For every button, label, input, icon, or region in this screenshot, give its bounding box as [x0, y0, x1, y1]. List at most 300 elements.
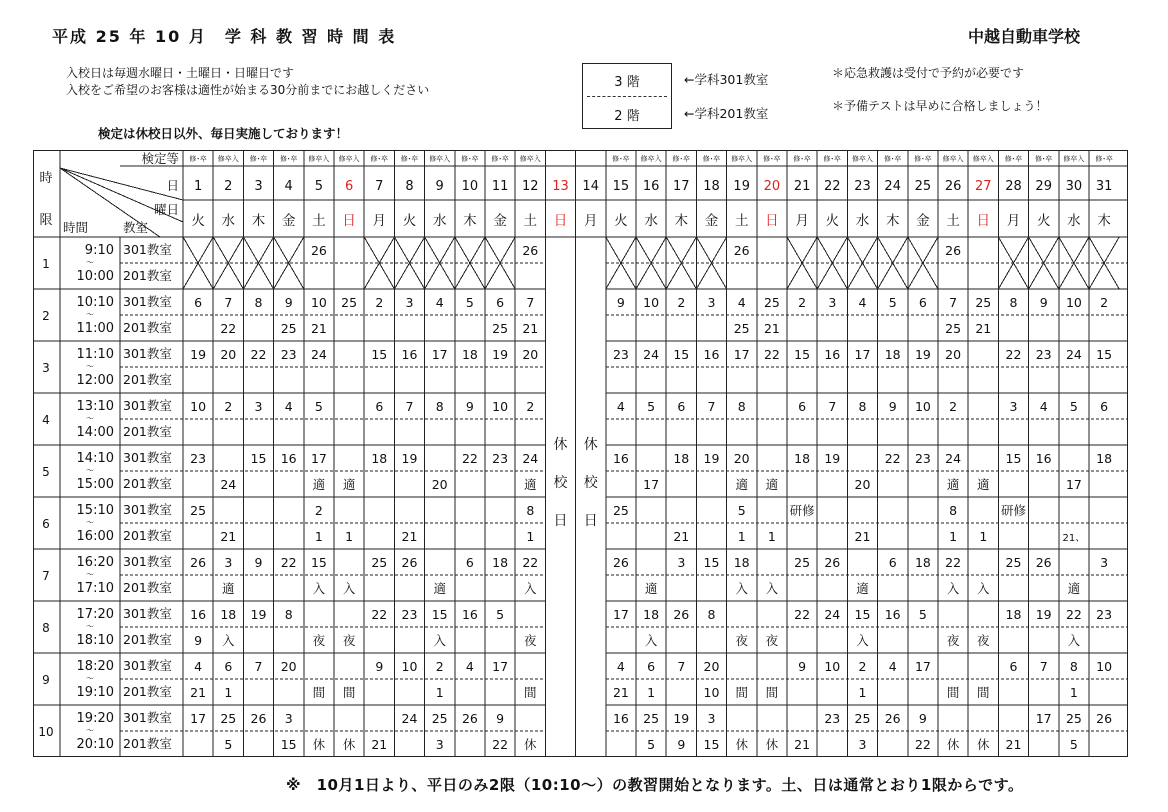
lesson-301-value: 25 — [220, 711, 237, 726]
footer-note: ※ 10月1日より、平日のみ2限（10:10～）の教習開始となります。土、日は通常とおり1限からです。 — [286, 776, 1024, 794]
lesson-301-value: 19 — [703, 451, 720, 466]
period-end-time: 15:00 — [76, 477, 114, 492]
lesson-201-value: 24 — [220, 477, 237, 492]
lesson-201-value: 入 — [856, 633, 869, 648]
room-301-cell: 301教室 — [123, 710, 172, 725]
lesson-301-value: 6 — [496, 295, 505, 310]
lesson-301-value: 22 — [522, 555, 539, 570]
lesson-201-value: 入 — [312, 581, 326, 596]
lesson-201-value: 17 — [643, 477, 660, 492]
weekday-label: 水 — [855, 213, 870, 229]
room-201-cell: 201教室 — [123, 320, 172, 335]
lesson-301-value: 19 — [914, 347, 931, 362]
lesson-201-value: 22 — [220, 321, 237, 336]
lesson-301-value: 9 — [798, 659, 807, 674]
room-301-cell: 301教室 — [123, 554, 172, 569]
lesson-301-value: 24 — [824, 607, 841, 622]
lesson-301-value: 10 — [492, 399, 509, 414]
lesson-301-value: 9 — [1039, 295, 1048, 310]
lesson-301-value: 23 — [280, 347, 297, 362]
lesson-301-value: 3 — [1009, 399, 1018, 414]
weekday-label: 日 — [765, 213, 779, 229]
lesson-201-value: 1 — [526, 529, 535, 544]
lesson-201-value: 適 — [856, 581, 869, 596]
lesson-301-value: 7 — [677, 659, 686, 674]
lesson-301-value: 9 — [918, 711, 927, 726]
lesson-301-value: 19 — [673, 711, 690, 726]
page-title: 平成 25 年 10 月 学 科 教 習 時 間 表 — [52, 27, 397, 46]
floor-2-label: 2 階 — [614, 109, 640, 124]
lesson-301-value: 7 — [224, 295, 233, 310]
weekday-label: 水 — [221, 213, 236, 229]
room-201-label: ←学科201教室 — [684, 106, 769, 121]
day-number: 13 — [552, 179, 569, 194]
exam-label: 修･卒 — [461, 155, 479, 163]
weekday-label: 日 — [976, 213, 991, 229]
lesson-201-value: 夜 — [735, 633, 748, 648]
lesson-301-value: 18 — [492, 555, 509, 570]
corner-room-label: 教室 — [123, 220, 149, 235]
lesson-301-value: 4 — [888, 659, 897, 674]
holiday-label-char: 校 — [553, 475, 568, 491]
lesson-201-value: 休 — [977, 737, 990, 752]
lesson-301-value: 15 — [1005, 451, 1022, 466]
period-start-time: 19:20 — [76, 711, 114, 726]
lesson-201-value: 1 — [1069, 685, 1078, 700]
lesson-301-value: 25 — [854, 711, 871, 726]
lesson-201-value: 適 — [977, 477, 990, 492]
lesson-201-value: 25 — [733, 321, 750, 336]
lesson-201-value: 入 — [977, 581, 990, 596]
lesson-301-value: 6 — [918, 295, 927, 310]
room-301-cell: 301教室 — [123, 502, 172, 517]
lesson-301-value: 5 — [1069, 399, 1078, 414]
weekday-label: 金 — [493, 213, 507, 229]
lesson-301-value: 8 — [737, 399, 746, 414]
day-number: 26 — [944, 179, 962, 194]
corner-gen-label: 限 — [39, 213, 53, 228]
lesson-301-value: 7 — [405, 399, 414, 414]
period-wave: ～ — [86, 362, 94, 371]
lesson-301-value: 17 — [733, 347, 750, 362]
lesson-201-value: 21 — [190, 685, 207, 700]
lesson-201-value: 入 — [765, 581, 779, 596]
lesson-301-value: 8 — [1009, 295, 1018, 310]
room-301-cell: 301教室 — [123, 450, 172, 465]
lesson-301-value: 3 — [405, 295, 414, 310]
weekday-label: 日 — [553, 213, 568, 229]
lesson-301-value: 22 — [371, 607, 388, 622]
period-end-time: 12:00 — [76, 373, 114, 388]
lesson-201-value: 21 — [310, 321, 327, 336]
lesson-201-value: 入 — [1067, 633, 1081, 648]
lesson-301-value: 7 — [707, 399, 716, 414]
day-number: 21 — [793, 179, 811, 194]
lesson-201-value: 21 — [794, 737, 811, 752]
weekday-label: 月 — [795, 213, 809, 229]
lesson-201-value: 21 — [401, 529, 418, 544]
lesson-301-value: 9 — [254, 555, 263, 570]
room-201-cell: 201教室 — [123, 476, 172, 491]
lesson-301-value: 6 — [1009, 659, 1018, 674]
period-number: 6 — [42, 517, 50, 531]
lesson-301-value: 26 — [945, 243, 962, 258]
period-end-time: 19:10 — [76, 685, 114, 700]
day-number: 11 — [491, 179, 509, 194]
exam-label: 修卒入 — [972, 155, 994, 163]
school-name: 中越自動車学校 — [968, 27, 1081, 46]
lesson-201-value: 1 — [949, 529, 958, 544]
exam-label: 修･卒 — [793, 155, 811, 163]
period-end-time: 14:00 — [76, 425, 114, 440]
lesson-301-value: 26 — [612, 555, 629, 570]
weekday-label: 土 — [946, 213, 960, 229]
weekday-label: 火 — [191, 213, 205, 229]
lesson-301-value: 2 — [224, 399, 233, 414]
lesson-301-value: 26 — [733, 243, 750, 258]
day-number: 9 — [435, 179, 444, 194]
period-wave: ～ — [86, 466, 94, 475]
lesson-301-value: 18 — [643, 607, 660, 622]
lesson-201-value: 3 — [858, 737, 867, 752]
lesson-301-value: 16 — [884, 607, 901, 622]
lesson-301-value: 23 — [492, 451, 509, 466]
lesson-201-value: 入 — [222, 633, 235, 648]
lesson-301-value: 7 — [254, 659, 263, 674]
lesson-301-value: 10 — [914, 399, 931, 414]
lesson-201-value: 適 — [765, 477, 779, 492]
lesson-301-value: 8 — [526, 503, 535, 518]
lesson-201-value: 5 — [647, 737, 656, 752]
period-start-time: 11:10 — [76, 347, 114, 362]
corner-time-label: 時間 — [63, 220, 89, 235]
lesson-301-value: 17 — [310, 451, 327, 466]
lesson-201-value: 夜 — [342, 633, 356, 648]
lesson-201-value: 9 — [194, 633, 203, 648]
period-end-time: 20:10 — [76, 737, 114, 752]
lesson-201-value: 17 — [1065, 477, 1082, 492]
lesson-201-value: 21 — [612, 685, 629, 700]
lesson-301-value: 16 — [612, 451, 629, 466]
lesson-301-value: 10 — [1065, 295, 1082, 310]
lesson-301-value: 18 — [461, 347, 478, 362]
lesson-301-value: 17 — [190, 711, 207, 726]
lesson-201-value: 25 — [945, 321, 962, 336]
exam-label: 修卒入 — [519, 155, 541, 163]
weekday-label: 土 — [523, 213, 538, 229]
lesson-301-value: 20 — [733, 451, 750, 466]
lesson-201-value: 21 — [522, 321, 539, 336]
day-number: 27 — [975, 179, 992, 194]
lesson-301-value: 6 — [888, 555, 897, 570]
weekday-label: 火 — [614, 213, 628, 229]
lesson-201-value: 22 — [492, 737, 509, 752]
period-start-time: 18:20 — [76, 659, 114, 674]
lesson-301-value: 15 — [250, 451, 267, 466]
lesson-301-value: 20 — [220, 347, 237, 362]
room-201-cell: 201教室 — [123, 684, 172, 699]
day-number: 17 — [673, 179, 690, 194]
lesson-301-value: 9 — [375, 659, 384, 674]
period-number: 4 — [42, 413, 50, 427]
lesson-301-value: 25 — [975, 295, 992, 310]
period-number: 10 — [38, 725, 54, 739]
day-number: 20 — [763, 179, 781, 194]
weekday-label: 木 — [251, 213, 266, 229]
lesson-201-value: 休 — [765, 737, 779, 752]
exam-label: 修卒入 — [640, 155, 662, 163]
period-wave: ～ — [86, 726, 94, 735]
lesson-301-value: 2 — [1100, 295, 1109, 310]
lesson-301-value: 6 — [375, 399, 384, 414]
lesson-201-value: 20 — [431, 477, 448, 492]
lesson-201-value: 入 — [946, 581, 960, 596]
lesson-301-value: 5 — [465, 295, 474, 310]
lesson-301-value: 26 — [522, 243, 539, 258]
lesson-301-value: 23 — [401, 607, 418, 622]
exam-label: 修･卒 — [279, 155, 298, 163]
lesson-301-value: 4 — [284, 399, 293, 414]
room-201-cell: 201教室 — [123, 424, 172, 439]
lesson-301-value: 19 — [250, 607, 267, 622]
exam-label: 修･卒 — [370, 155, 389, 163]
lesson-301-value: 5 — [496, 607, 505, 622]
lesson-201-value: 21 — [220, 529, 237, 544]
day-number: 31 — [1095, 179, 1113, 194]
lesson-201-value: 入 — [735, 581, 748, 596]
exam-label: 修･卒 — [672, 155, 691, 163]
lesson-301-value: 6 — [798, 399, 807, 414]
day-number: 16 — [642, 179, 660, 194]
lesson-201-value: 5 — [224, 737, 233, 752]
holiday-label-char: 休 — [553, 437, 568, 453]
period-start-time: 9:10 — [84, 243, 114, 258]
timetable-grid — [33, 150, 1128, 757]
lesson-301-value: 3 — [254, 399, 263, 414]
room-201-cell: 201教室 — [123, 372, 172, 387]
lesson-301-value: 16 — [190, 607, 207, 622]
period-number: 8 — [42, 621, 50, 635]
day-number: 7 — [375, 179, 384, 194]
lesson-301-value: 25 — [612, 503, 629, 518]
weekday-label: 月 — [583, 213, 598, 229]
lesson-301-value: 2 — [314, 503, 323, 518]
lesson-301-value: 7 — [526, 295, 535, 310]
lesson-301-value: 25 — [1065, 711, 1082, 726]
lesson-201-value: 入 — [644, 633, 658, 648]
day-number: 1 — [193, 179, 203, 194]
lesson-301-value: 19 — [401, 451, 418, 466]
lesson-301-value: 26 — [461, 711, 478, 726]
lesson-301-value: 15 — [794, 347, 811, 362]
lesson-301-value: 19 — [1035, 607, 1052, 622]
exam-label: 修･卒 — [400, 155, 419, 163]
lesson-301-value: 20 — [703, 659, 720, 674]
lesson-301-value: 25 — [431, 711, 448, 726]
lesson-201-value: 夜 — [946, 633, 960, 648]
lesson-301-value: 16 — [280, 451, 297, 466]
practice-test-memo: ＊予備テストは早めに合格しましょう！ — [832, 99, 1048, 113]
lesson-301-value: 18 — [1005, 607, 1022, 622]
period-end-time: 10:00 — [76, 269, 114, 284]
lesson-301-value: 19 — [492, 347, 509, 362]
corner-ji-label: 時 — [39, 171, 53, 186]
exam-label: 修･卒 — [763, 155, 781, 163]
lesson-201-value: 25 — [280, 321, 297, 336]
lesson-301-value: 8 — [284, 607, 293, 622]
lesson-301-value: 10 — [310, 295, 327, 310]
lesson-201-value: 休 — [312, 737, 326, 752]
weekday-label: 土 — [312, 213, 326, 229]
exam-label: 修･卒 — [1004, 155, 1023, 163]
lesson-301-value: 18 — [794, 451, 811, 466]
lesson-301-value: 6 — [224, 659, 233, 674]
lesson-301-value: 25 — [190, 503, 207, 518]
lesson-301-value: 22 — [280, 555, 297, 570]
weekday-label: 金 — [704, 213, 719, 229]
weekday-label: 金 — [916, 213, 930, 229]
lesson-201-value: 25 — [492, 321, 509, 336]
period-wave: ～ — [86, 622, 94, 631]
lesson-201-value: 間 — [946, 685, 960, 700]
lesson-301-value: 2 — [677, 295, 686, 310]
exam-label: 修卒入 — [942, 155, 964, 163]
lesson-301-value: 24 — [1065, 347, 1082, 362]
period-start-time: 10:10 — [76, 295, 114, 310]
lesson-201-value: 間 — [524, 685, 537, 700]
lesson-201-value: 適 — [433, 581, 446, 596]
period-wave: ～ — [86, 570, 94, 579]
room-301-cell: 301教室 — [123, 658, 172, 673]
lesson-301-value: 10 — [824, 659, 841, 674]
room-301-cell: 301教室 — [123, 294, 172, 309]
lesson-301-value: 8 — [435, 399, 444, 414]
lesson-301-value: 5 — [314, 399, 323, 414]
lesson-301-value: 2 — [435, 659, 444, 674]
lesson-201-value: 21 — [1005, 737, 1022, 752]
lesson-201-value: 夜 — [524, 633, 537, 648]
exam-label: 修卒入 — [852, 155, 873, 163]
holiday-label-char: 校 — [583, 475, 598, 491]
lesson-301-value: 22 — [794, 607, 811, 622]
floor-3-label: 3 階 — [614, 75, 640, 90]
lesson-301-value: 24 — [643, 347, 660, 362]
lesson-301-value: 2 — [949, 399, 958, 414]
lesson-301-value: 8 — [254, 295, 263, 310]
lesson-301-value: 4 — [616, 399, 625, 414]
lesson-201-value: 夜 — [977, 633, 990, 648]
room-301-cell: 301教室 — [123, 606, 172, 621]
lesson-301-value: 5 — [918, 607, 927, 622]
exam-label: 修･卒 — [702, 155, 721, 163]
period-end-time: 16:00 — [76, 529, 114, 544]
day-number: 22 — [824, 179, 841, 194]
lesson-301-value: 6 — [194, 295, 203, 310]
exam-label: 修卒入 — [338, 155, 360, 163]
day-number: 30 — [1065, 179, 1083, 194]
room-301-label: ←学科301教室 — [684, 72, 769, 87]
exam-label: 修･卒 — [823, 155, 842, 163]
lesson-301-value: 25 — [371, 555, 388, 570]
lesson-301-value: 3 — [284, 711, 293, 726]
exam-label: 修卒入 — [731, 155, 753, 163]
lesson-301-value: 18 — [914, 555, 931, 570]
weekday-label: 月 — [1006, 213, 1021, 229]
lesson-301-value: 10 — [401, 659, 418, 674]
period-number: 3 — [42, 361, 50, 375]
weekday-label: 火 — [402, 213, 417, 229]
room-201-cell: 201教室 — [123, 580, 172, 595]
lesson-301-value: 24 — [522, 451, 539, 466]
lesson-201-value: 21 — [763, 321, 780, 336]
day-number: 6 — [344, 179, 354, 194]
lesson-301-value: 22 — [763, 347, 780, 362]
room-201-cell: 201教室 — [123, 632, 172, 647]
lesson-201-value: 休 — [946, 737, 960, 752]
lesson-301-value: 17 — [914, 659, 931, 674]
room-201-cell: 201教室 — [123, 528, 172, 543]
exam-label: 修卒入 — [429, 155, 451, 163]
lesson-301-value: 5 — [737, 503, 746, 518]
lesson-201-value: 21 — [673, 529, 690, 544]
lesson-301-value: 7 — [949, 295, 958, 310]
period-start-time: 13:10 — [76, 399, 114, 414]
lesson-301-value: 17 — [431, 347, 448, 362]
period-number: 1 — [42, 257, 50, 271]
lesson-201-value: 3 — [435, 737, 444, 752]
weekday-label: 火 — [1036, 213, 1051, 229]
room-301-cell: 301教室 — [123, 398, 172, 413]
lesson-301-value: 4 — [616, 659, 625, 674]
lesson-301-value: 23 — [914, 451, 931, 466]
period-end-time: 18:10 — [76, 633, 114, 648]
lesson-301-value: 26 — [310, 243, 327, 258]
day-number: 25 — [914, 179, 932, 194]
period-start-time: 16:20 — [76, 555, 114, 570]
lesson-301-value: 20 — [522, 347, 539, 362]
lesson-201-value: 間 — [312, 685, 326, 700]
lesson-201-value: 1 — [224, 685, 233, 700]
lesson-301-value: 5 — [647, 399, 656, 414]
lesson-301-value: 15 — [703, 555, 720, 570]
day-number: 5 — [314, 179, 324, 194]
lesson-201-value: 適 — [735, 477, 748, 492]
lesson-301-value: 23 — [1096, 607, 1113, 622]
period-number: 5 — [42, 465, 50, 479]
weekday-label: 火 — [825, 213, 840, 229]
lesson-301-value: 4 — [435, 295, 444, 310]
lesson-301-value: 3 — [224, 555, 233, 570]
lesson-201-value: 1 — [435, 685, 444, 700]
lesson-301-value: 16 — [1035, 451, 1052, 466]
lesson-301-value: 2 — [858, 659, 867, 674]
lesson-201-value: 5 — [1069, 737, 1078, 752]
weekday-label: 水 — [432, 213, 447, 229]
lesson-301-value: 26 — [190, 555, 207, 570]
lesson-301-value: 26 — [1035, 555, 1052, 570]
lesson-301-value: 23 — [190, 451, 207, 466]
weekday-label: 水 — [644, 213, 658, 229]
first-aid-memo: ＊応急救護は受付で予約が必要です — [832, 66, 1025, 80]
lesson-301-value: 24 — [310, 347, 327, 362]
weekday-label: 日 — [342, 213, 356, 229]
period-start-time: 17:20 — [76, 607, 114, 622]
day-number: 24 — [884, 179, 901, 194]
lesson-301-value: 研修 — [1000, 503, 1027, 518]
lesson-301-value: 17 — [854, 347, 871, 362]
exam-label: 修･卒 — [189, 155, 207, 163]
lesson-301-value: 17 — [612, 607, 629, 622]
